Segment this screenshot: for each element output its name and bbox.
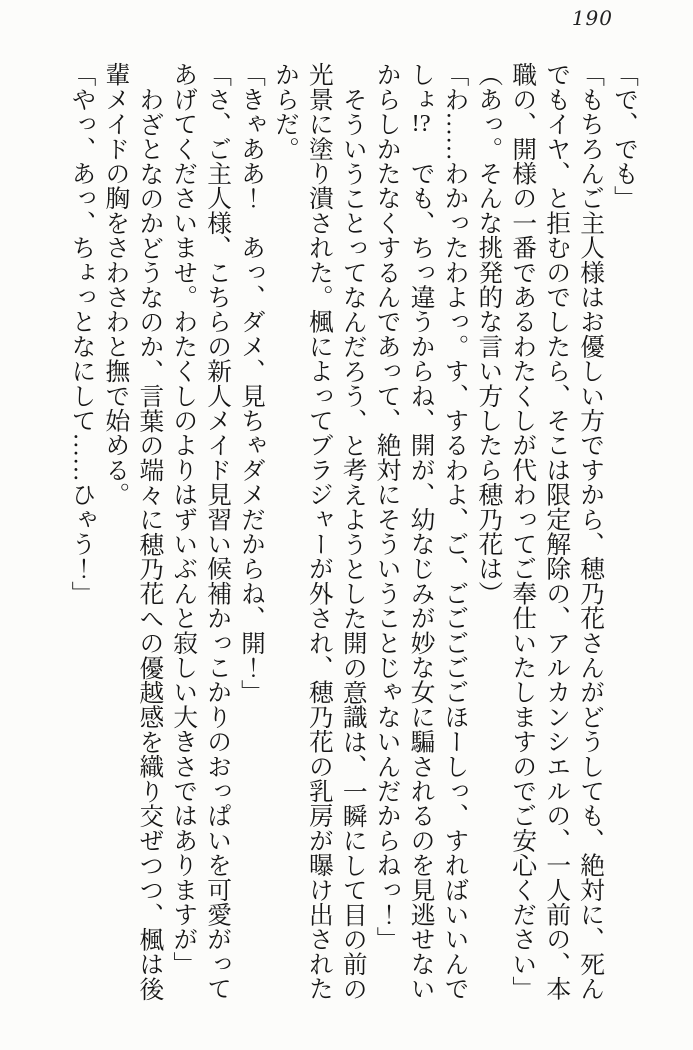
- paragraph-dialogue: 「さ、ご主人様、こちらの新人メイド見習い候補かっこかりのおっぱいを可愛がってあげてくださいませ。わたくしのよりはずいぶんと寂しい大きさではありますが」: [170, 62, 232, 1001]
- paragraph-dialogue: 「わ……わかったわよっ。す、するわよ、ご、ごごごごごほーしっ、すればいいんでしょ!? でも、ちっ違うからね、開が、幼なじみが妙な女に騙されるのを見逃せないからしかたなくするんであって、絶対にそういうことじゃないんだからねっ！」: [373, 62, 469, 1001]
- paragraph-dialogue: 「で、でも」: [611, 62, 638, 211]
- paragraph-dialogue: 「もちろんご主人様はお優しい方ですから、穂乃花さんがどうしても、絶対に、死んでもイヤ、と拒むのでしたら、そこは限定解除の、アルカンシエルの、一人前の、本職の、開様の一番であるわたくしが代わってご奉仕いたしますのでご安心ください」: [509, 62, 605, 1001]
- paragraph-thought: （あっ。そんな挑発的な言い方したら穂乃花は）: [475, 62, 503, 606]
- paragraph-dialogue: 「やっ、あっ、ちょっとなにして……ひゃう！」: [68, 62, 96, 606]
- book-text-body: [59, 62, 641, 1002]
- paragraph-dialogue: 「きゃああ！ あっ、ダメ、見ちゃダメだからね、開！」: [238, 62, 266, 705]
- paragraph-narration: わざとなのかどうなのか、言葉の端々に穂乃花への優越感を織り交ぜつつ、楓は後輩メイドの胸をさわさわと撫で始める。: [102, 62, 164, 1001]
- paragraph-narration: そういうことってなんだろう、と考えようとした開の意識は、一瞬にして目の前の光景に塗り潰された。楓によってブラジャーが外され、穂乃花の乳房が曝け出されたからだ。: [271, 62, 367, 1001]
- page-number: 190: [571, 6, 613, 30]
